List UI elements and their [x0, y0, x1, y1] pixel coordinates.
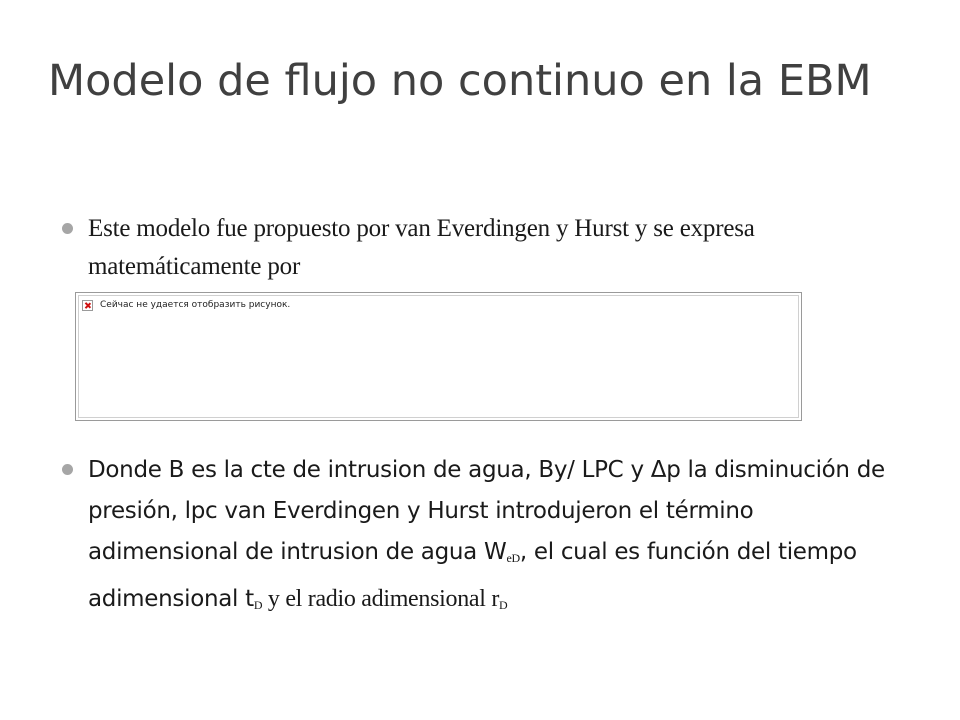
- image-frame: [78, 295, 799, 418]
- bullet-text-part-c: y el radio adimensional r: [262, 586, 500, 612]
- bullet-dot-icon: [62, 223, 73, 234]
- equation-image-placeholder: [75, 292, 802, 421]
- bullet-text-part-a: Donde B es la cte de intrusion de agua, By/ LPC y Δp la disminución de presión, lpc van Everdingen y Hurst introdujeron el término adimensional de intrusion de agua W: [88, 457, 885, 565]
- bullet-text-part-b: , el cual es función del tiempo adimensional t: [88, 539, 857, 612]
- subscript-tD: D: [253, 598, 263, 612]
- subscript-rD: D: [499, 598, 508, 612]
- image-error-message: Сейчас не удается отобразить рисунок.: [100, 300, 291, 310]
- bullet-item-model-description: [88, 210, 868, 286]
- broken-image-icon: [82, 300, 93, 311]
- slide-title: Modelo de flujo no continuo en la EBM: [48, 56, 872, 106]
- bullet-text: Este modelo fue propuesto por van Everdingen y Hurst y se expresa matemáticamente por: [88, 215, 755, 280]
- subscript-eD: eD: [506, 551, 520, 565]
- bullet-dot-icon: [62, 464, 73, 475]
- bullet-item-definitions: [88, 450, 898, 626]
